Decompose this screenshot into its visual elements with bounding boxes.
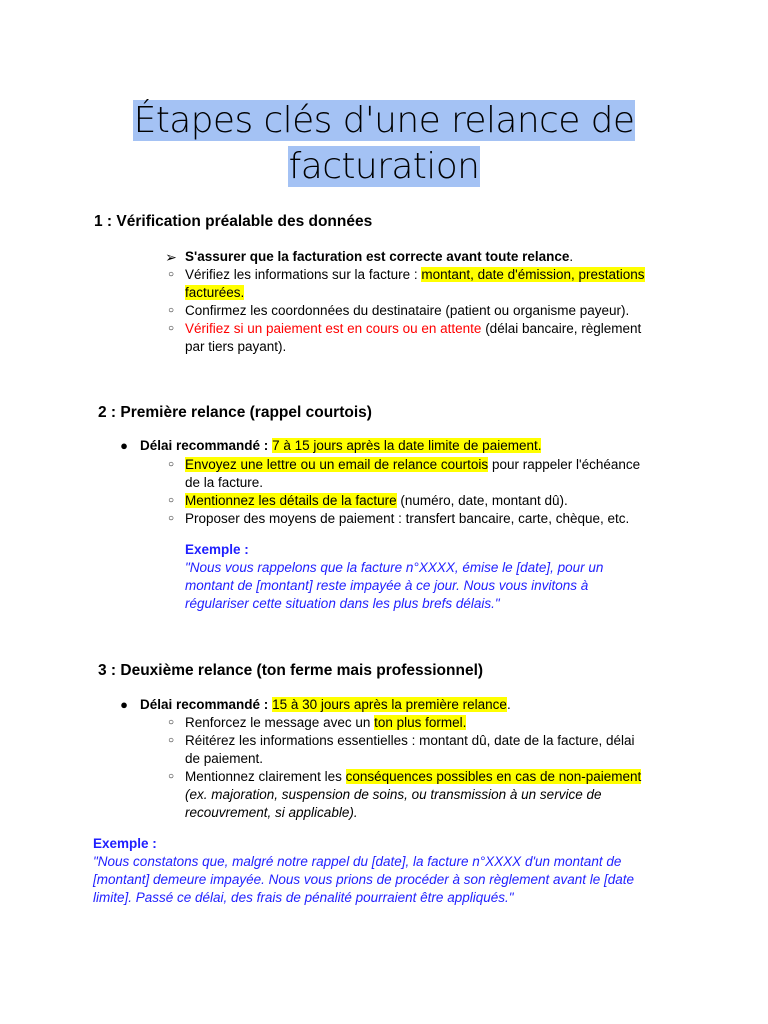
list-item: ○ Renforcez le message avec un ton plus formel.: [185, 714, 685, 732]
list-item: ○ Vérifiez si un paiement est en cours ou en attente (délai bancaire, règlement par tiers payant).: [185, 320, 685, 356]
list-item: ○ Confirmez les coordonnées du destinataire (patient ou organisme payeur).: [185, 302, 685, 320]
list-item: ○ Proposer des moyens de paiement : transfert bancaire, carte, chèque, etc.: [185, 510, 685, 528]
section-3-example: [93, 835, 693, 907]
section-2-delay: [120, 437, 700, 455]
circle-bullet-icon: ○: [167, 495, 175, 506]
circle-bullet-icon: ○: [167, 513, 175, 524]
example-label: Exemple :: [93, 836, 157, 851]
circle-bullet-icon: ○: [167, 735, 175, 746]
list-item: ○ Envoyez une lettre ou un email de relance courtois pour rappeler l'échéance de la facture.: [185, 456, 685, 492]
title-line-2: facturation: [288, 146, 480, 187]
example-line: "Nous vous rappelons que la facture n°XXXX, émise le [date], pour un: [185, 560, 604, 575]
circle-bullet-icon: ○: [167, 459, 175, 470]
section-2-heading: 2 : Première relance (rappel courtois): [98, 404, 372, 421]
section-3-delay: [120, 696, 700, 714]
bullet-icon: ●: [120, 438, 128, 453]
circle-bullet-icon: ○: [167, 269, 175, 280]
list-item: ● Délai recommandé : 7 à 15 jours après la date limite de paiement.: [140, 437, 700, 455]
section-2-example: [185, 541, 665, 613]
list-item: ○ Vérifiez les informations sur la facture : montant, date d'émission, prestations facturées.: [185, 266, 685, 302]
bullet-icon: ●: [120, 697, 128, 712]
list-item: ➢ S'assurer que la facturation est correcte avant toute relance.: [185, 248, 685, 266]
example-label: Exemple :: [185, 542, 249, 557]
circle-bullet-icon: ○: [167, 305, 175, 316]
circle-bullet-icon: ○: [167, 323, 175, 334]
section-2-list: [167, 456, 685, 528]
title-line-1: Étapes clés d'une relance de: [133, 100, 635, 141]
section-1-list: [165, 248, 685, 356]
document-title: [0, 98, 768, 190]
example-line: "Nous constatons que, malgré notre rappel du [date], la facture n°XXXX d'un montant de: [93, 854, 622, 869]
example-line: [montant] demeure impayée. Nous vous prions de procéder à son règlement avant le [date: [93, 872, 635, 887]
example-line: régulariser cette situation dans les plus brefs délais.": [185, 596, 500, 611]
arrow-bullet-icon: ➢: [165, 249, 177, 265]
list-item: ○ Mentionnez clairement les conséquences possibles en cas de non-paiement (ex. majoration, suspension de soins, ou transmission à un service de recouvrement, si applicable).: [185, 768, 685, 822]
section-3-heading: 3 : Deuxième relance (ton ferme mais professionnel): [98, 662, 484, 679]
circle-bullet-icon: ○: [167, 717, 175, 728]
section-3-list: [167, 714, 685, 822]
section-1-heading: 1 : Vérification préalable des données: [94, 213, 373, 230]
example-line: limite]. Passé ce délai, des frais de pénalité pourraient être appliqués.": [93, 890, 514, 905]
list-item: ○ Réitérez les informations essentielles : montant dû, date de la facture, délai de paiement.: [185, 732, 685, 768]
circle-bullet-icon: ○: [167, 771, 175, 782]
list-item: ● Délai recommandé : 15 à 30 jours après la première relance.: [140, 696, 700, 714]
list-item: ○ Mentionnez les détails de la facture (numéro, date, montant dû).: [185, 492, 685, 510]
example-line: montant de [montant] reste impayée à ce jour. Nous vous invitons à: [185, 578, 589, 593]
